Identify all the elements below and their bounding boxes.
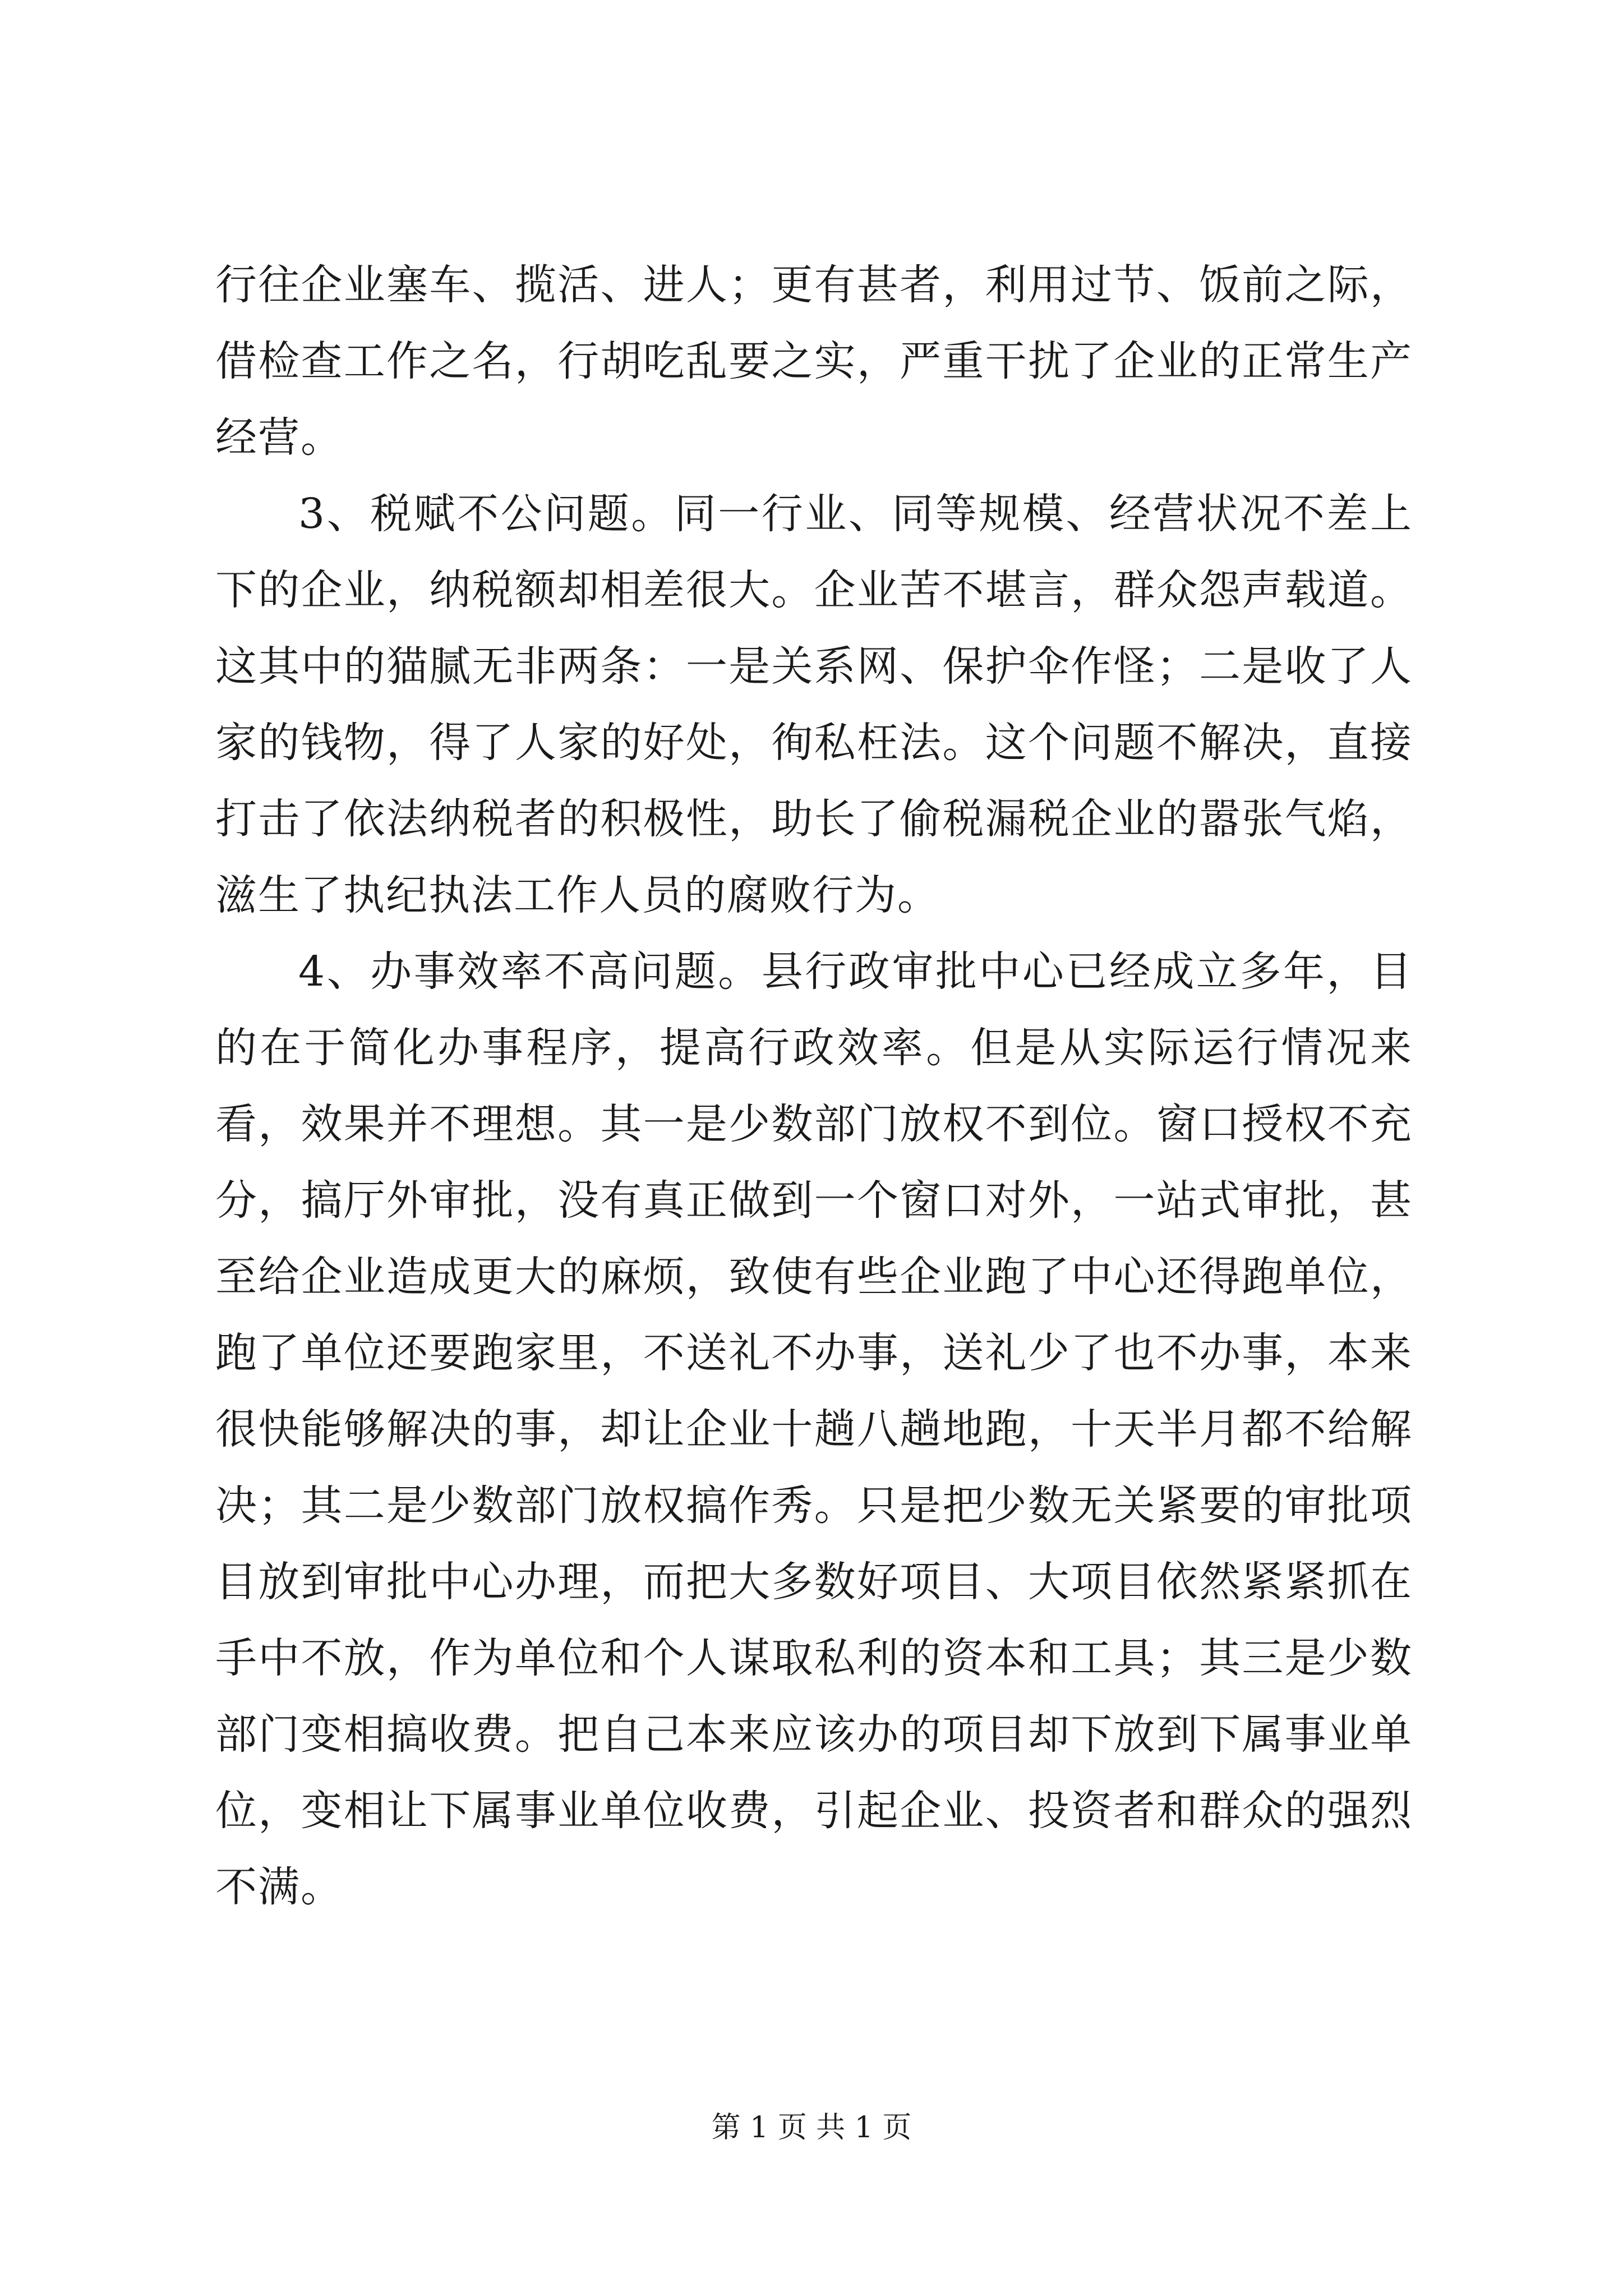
- document-body: [215, 247, 1413, 1925]
- page-footer: 第 1 页 共 1 页: [711, 2111, 912, 2145]
- paragraph-3: 4、办事效率不高问题。县行政审批中心已经成立多年，目的在于简化办事程序，提高行政效率。但是从实际运行情况来看，效果并不理想。其一是少数部门放权不到位。窗口授权不充分，搞厅外审批，没有真正做到一个窗口对外，一站式审批，甚至给企业造成更大的麻烦，致使有些企业跑了中心还得跑单位，跑了单位还要跑家里，不送礼不办事，送礼少了也不办事，本来很快能够解决的事，却让企业十趟八趟地跑，十天半月都不给解决；其二是少数部门放权搞作秀。只是把少数无关紧要的审批项目放到审批中心办理，而把大多数好项目、大项目依然紧紧抓在手中不放，作为单位和个人谋取私利的资本和工具；其三是少数部门变相搞收费。把自己本来应该办的项目却下放到下属事业单位，变相让下属事业单位收费，引起企业、投资者和群众的强烈不满。: [215, 947, 1413, 1911]
- paragraph-2: 3、税赋不公问题。同一行业、同等规模、经营状况不差上下的企业，纳税额却相差很大。企业苦不堪言，群众怨声载道。这其中的猫腻无非两条：一是关系网、保护伞作怪；二是收了人家的钱物，得了人家的好处，徇私枉法。这个问题不解决，直接打击了依法纳税者的积极性，助长了偷税漏税企业的嚣张气焰，滋生了执纪执法工作人员的腐败行为。: [215, 490, 1413, 919]
- paragraph-1: 行往企业塞车、揽活、进人；更有甚者，利用过节、饭前之际，借检查工作之名，行胡吃乱要之实，严重干扰了企业的正常生产经营。: [215, 261, 1413, 462]
